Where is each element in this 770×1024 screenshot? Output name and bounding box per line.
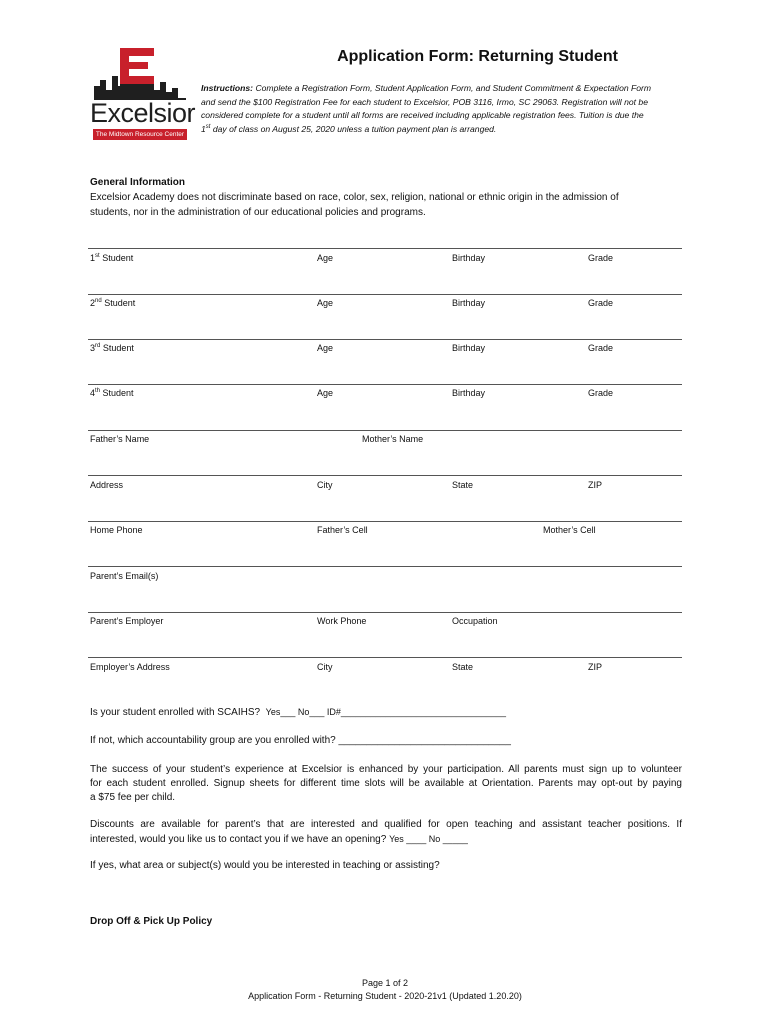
volunteer-line-3: a $75 fee per child. [90,792,176,803]
divider [88,521,682,522]
discounts-line-2: interested, would you like us to contact you if we have an opening? Yes ____ No _____ [90,834,468,845]
scaihs-question-text: Is your student enrolled with SCAIHS? [90,707,261,718]
student-4-field[interactable]: 4th Student [90,388,134,398]
city-field[interactable]: City [317,480,333,490]
student-3-birthday-field[interactable]: Birthday [452,343,486,353]
instructions-line-3: considered complete for a student until all forms are received including applicable registration fees. Tuition is due the [201,110,644,121]
accountability-question[interactable]: If not, which accountability group are you enrolled with? _______________________________ [90,735,511,746]
document-footer: Application Form - Returning Student - 2020-21v1 (Updated 1.20.20) [248,991,522,1001]
student-4-grade-field[interactable]: Grade [588,388,614,398]
employer-address-field[interactable]: Employer’s Address [90,662,170,672]
student-2-field[interactable]: 2nd Student [90,298,136,308]
logo-tagline: The Midtown Resource Center [93,129,187,140]
volunteer-line-2: for each student enrolled. Signup sheets for different time slots will be available at Orientation. Parents may opt-out by paying [90,778,682,789]
student-2-birthday-field[interactable]: Birthday [452,298,486,308]
general-info-line-1: Excelsior Academy does not discriminate based on race, color, sex, religion, national or ethnic origin in the admission of [90,192,619,203]
state-field[interactable]: State [452,480,474,490]
parent-employer-field[interactable]: Parent’s Employer [90,616,164,626]
student-2-grade-field[interactable]: Grade [588,298,614,308]
scaihs-answer-blanks[interactable]: Yes___ No___ ID#_________________________________ [265,707,507,717]
mother-cell-field[interactable]: Mother’s Cell [543,525,596,535]
divider [88,430,682,431]
father-cell-field[interactable]: Father’s Cell [317,525,368,535]
logo-brand: Excelsior [90,98,196,128]
scaihs-question [90,705,506,720]
subjects-question[interactable]: If yes, what area or subject(s) would you be interested in teaching or assisting? [90,860,440,871]
page-number: Page 1 of 2 [361,978,409,988]
student-1-field[interactable]: 1st Student [90,253,134,263]
general-info-heading: General Information [90,177,186,188]
work-phone-field[interactable]: Work Phone [317,616,367,626]
divider [88,475,682,476]
instructions-text-1: Complete a Registration Form, Student Application Form, and Student Commitment & Expectation Form [255,83,652,93]
parent-emails-field[interactable]: Parent’s Email(s) [90,571,159,581]
instructions-line-2: and send the $100 Registration Fee for each student to Excelsior, POB 3116, Irmo, SC 29063. Registration will not be [201,96,648,107]
instructions-line-4: 1st day of class on August 25, 2020 unless a tuition payment plan is arranged. [201,123,497,134]
student-4-age-field[interactable]: Age [317,388,334,398]
student-1-age-field[interactable]: Age [317,253,334,263]
general-info-line-2: students, nor in the administration of our educational policies and programs. [90,207,426,218]
student-1-grade-field[interactable]: Grade [588,253,614,263]
home-phone-field[interactable]: Home Phone [90,525,143,535]
student-1-birthday-field[interactable]: Birthday [452,253,486,263]
divider [88,566,682,567]
student-2-age-field[interactable]: Age [317,298,334,308]
student-4-birthday-field[interactable]: Birthday [452,388,486,398]
occupation-field[interactable]: Occupation [452,616,498,626]
student-3-age-field[interactable]: Age [317,343,334,353]
excelsior-logo [90,46,196,142]
divider [88,339,682,340]
zip-field[interactable]: ZIP [588,480,603,490]
student-3-field[interactable]: 3rd Student [90,343,134,353]
policy-heading: Drop Off & Pick Up Policy [90,916,213,927]
address-field[interactable]: Address [90,480,124,490]
general-info-text [90,190,680,220]
contact-answer-blanks[interactable]: Yes ____ No _____ [389,834,468,844]
father-name-field[interactable]: Father’s Name [90,434,150,444]
student-3-grade-field[interactable]: Grade [588,343,614,353]
divider [88,612,682,613]
instructions [201,82,686,136]
instructions-label: Instructions: [201,83,254,93]
volunteer-line-1: The success of your student’s experience at Excelsior is enhanced by your participation. All parents must sign up to volunteer [90,764,682,775]
discounts-paragraph [90,818,682,847]
instructions-line-1 [201,82,686,96]
employer-city-field[interactable]: City [317,662,333,672]
employer-state-field[interactable]: State [452,662,474,672]
divider [88,384,682,385]
mother-name-field[interactable]: Mother’s Name [362,434,424,444]
divider [88,248,682,249]
form-title: Application Form: Returning Student [337,48,618,65]
divider [88,657,682,658]
volunteer-paragraph [90,763,682,805]
divider [88,294,682,295]
discounts-line-1: Discounts are available for parent’s that are interested and qualified for open teaching and assistant teacher positions. If [90,819,682,830]
employer-zip-field[interactable]: ZIP [588,662,603,672]
